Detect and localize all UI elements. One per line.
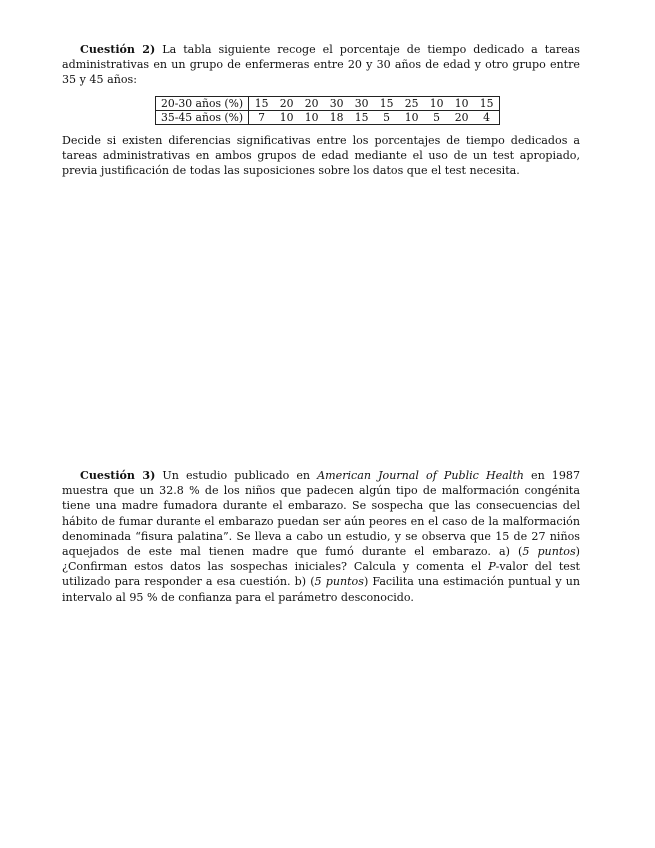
table-cell: 4 (474, 110, 500, 124)
question-2-body: Decide si existen diferencias significativas entre los porcentajes de tiempo dedicados a tareas administrativas en ambos grupos de edad mediante el uso de un test apropiado, previa justificación de todas las suposiciones sobre los datos que el test necesita. (62, 133, 580, 178)
table-cell: 30 (324, 96, 349, 110)
table-cell: 20 (274, 96, 299, 110)
question-3-body (62, 468, 580, 605)
table-cell: 15 (249, 96, 275, 110)
table-cell: 15 (349, 110, 374, 124)
question-3-text-b: en 1987 muestra que un 32.8 % de los niños que padecen algún tipo de malformación congénita tiene una madre fumadora durante el embarazo. Se sospecha que las consecuencias del hábito de fumar durante el embarazo puedan ser aún peores en el caso de la malformación denominada “fisura palatina”. Se lleva a cabo un estudio, y se observa que 15 de 27 niños aquejados de este mal tienen madre que fumó durante el embarazo. a) ( (62, 469, 581, 559)
p-letter: P (488, 560, 496, 574)
question-3-text-a: Un estudio publicado en (155, 469, 318, 482)
table-body (156, 96, 500, 124)
table-cell: 20 (449, 110, 474, 124)
table-cell: 10 (424, 96, 449, 110)
table-row (156, 110, 500, 124)
row-label: 35-45 años (%) (156, 110, 249, 124)
row-label: 20-30 años (%) (156, 96, 249, 110)
table-cell: 20 (299, 96, 324, 110)
table-cell: 10 (274, 110, 299, 124)
points-a: 5 puntos (522, 545, 576, 559)
question-2-intro-text: La tabla siguiente recoge el porcentaje de tiempo dedicado a tareas administrativas en un grupo de enfermeras entre 20 y 30 años de edad y otro grupo entre 35 y 45 años: (62, 43, 580, 87)
table-cell: 25 (399, 96, 424, 110)
table-cell: 15 (474, 96, 500, 110)
question-3-text-d: -valor del test utilizado para responder a esa cuestión. b) ( (62, 560, 580, 589)
table-cell: 10 (399, 110, 424, 124)
question-2 (62, 42, 580, 178)
table-cell: 30 (349, 96, 374, 110)
table-cell: 10 (449, 96, 474, 110)
question-3-text-e: ) Facilita una estimación puntual y un intervalo al 95 % de confianza para el parámetro desconocido. (62, 575, 580, 604)
table-cell: 5 (424, 110, 449, 124)
question-3-label: Cuestión 3) (80, 469, 156, 482)
table-cell: 7 (249, 110, 275, 124)
question-3 (62, 468, 580, 605)
journal-name: American Journal of Public Health (317, 469, 524, 482)
time-percentage-table (155, 96, 500, 125)
question-2-intro (62, 42, 580, 88)
points-b: 5 puntos (314, 575, 364, 589)
question-3-text-c: ) ¿Confirman estos datos las sospechas iniciales? Calcula y comenta el (62, 545, 580, 574)
table-row (156, 96, 500, 110)
table-cell: 15 (374, 96, 399, 110)
table-cell: 18 (324, 110, 349, 124)
table-cell: 10 (299, 110, 324, 124)
table-cell: 5 (374, 110, 399, 124)
question-2-label: Cuestión 2) (80, 43, 156, 56)
